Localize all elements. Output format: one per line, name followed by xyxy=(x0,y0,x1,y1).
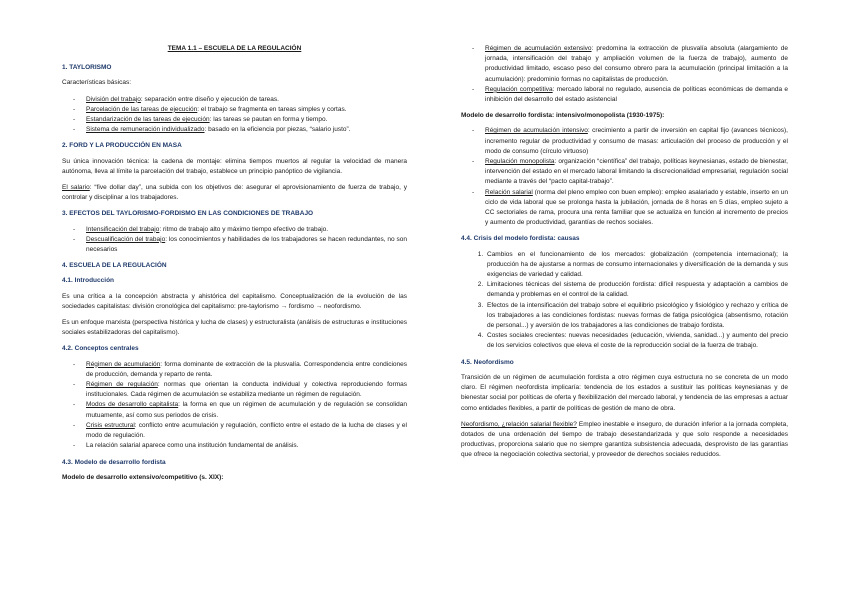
item-term: Estandarización de las tareas de ejecución xyxy=(86,116,210,124)
list-item xyxy=(485,126,788,157)
item-text: : la forma en que un régimen de acumulación y de regulación se consolidan mutuamente, así como sus periodos de crisis. xyxy=(86,401,407,419)
list-item xyxy=(86,380,407,400)
item-text: : organización “científica” del trabajo, políticas keynesianas, estado de bienestar, intervención del estado en el mercado laboral limitando la discrecionalidad empresarial, regulación social mediante a través del “pacto capital-trabajo”. xyxy=(485,158,788,186)
item-term: Parcelación de las tareas de ejecución xyxy=(86,105,198,113)
neofordismo-term: Neofordismo, ¿relación salarial flexible? xyxy=(461,420,577,428)
item-term: Crisis estructural xyxy=(86,421,135,429)
taylorismo-list xyxy=(62,95,407,136)
efectos-list xyxy=(62,225,407,256)
item-text: : normas que orientan la conducta individual y colectiva reproduciendo formas institucionales. Cada régimen de acumulación se estabiliza mediante un régimen de regulación. xyxy=(86,381,407,399)
item-term: Intensificación del trabajo xyxy=(86,225,160,233)
list-item: 2. Limitaciones técnicas del sistema de producción fordista: difícil respuesta y adaptación a cambios de demanda y problemas en el control de la calidad. xyxy=(485,280,788,300)
heading-taylorismo: 1. TAYLORISMO xyxy=(62,64,112,72)
subheading-neofordismo: 4.5. Neofordismo xyxy=(461,358,514,366)
item-term: Régimen de regulación xyxy=(86,381,158,389)
list-item xyxy=(86,441,407,451)
heading-modelo-intensivo: Modelo de desarrollo fordista: intensivo/monopolista (1930-1975): xyxy=(461,112,665,120)
item-text: : las tareas se pautan en forma y tiempo. xyxy=(209,116,328,124)
list-item xyxy=(86,95,407,105)
heading-efectos: 3. EFECTOS DEL TAYLORISMO-FORDISMO EN LAS CONDICIONES DE TRABAJO xyxy=(62,210,314,218)
item-text: (norma del pleno empleo con buen empleo): empleo asalariado y estable, inserto en un ciclo de vida laboral que se prolonga hasta la jubilación, jornada de 8 horas en 5 días, empleo sujeto a CC sectoriales de rama, procura una renta familiar que se actualiza en función al incremento de precios y aumento de productividad, garantías de rechos sociales. xyxy=(485,188,788,227)
item-term: Régimen de acumulación xyxy=(86,360,161,368)
list-item xyxy=(86,421,407,441)
list-item: 1. Cambios en el funcionamiento de los mercados: globalización (competencia internacional); la producción ha de ajustarse a normas de consumo internacionales y diversificación de la demanda y sus exigencias de variedad y calidad. xyxy=(485,250,788,281)
item-term: Relación salarial xyxy=(485,188,533,196)
document-title: TEMA 1.1 – ESCUELA DE LA REGULACIÓN xyxy=(167,45,302,52)
list-item xyxy=(86,125,407,135)
item-term: Regulación monopolista xyxy=(485,158,555,166)
intensivo-list xyxy=(461,126,788,228)
list-item xyxy=(485,85,788,105)
right-column xyxy=(461,44,788,467)
intro-paragraph-2: Es un enfoque marxista (perspectiva histórica y lucha de clases) y estructuralista (análisis de estructuras e instituciones sociales estabilizadoras del capitalismo). xyxy=(62,319,407,337)
item-text: La relación salarial aparece como una institución fundamental de análisis. xyxy=(86,442,299,450)
item-text: : mercado laboral no regulado, ausencia de políticas económicas de demanda e inhibición del desarrollo del estado asistencial xyxy=(485,85,788,104)
list-item: 3. Efectos de la intensificación del trabajo sobre el equilibrio psicológico y fisiológico y rechazo y crítica de los trabajadores a las condiciones fordistas: nuevas formas de fatiga psicológica (absentismo, rotación de personal...) y aversión de los trabajadores a las condiciones de trabajo fordista. xyxy=(485,301,788,332)
extensivo-list xyxy=(461,44,788,105)
item-term: Régimen de acumulación intensivo xyxy=(485,127,588,135)
list-item xyxy=(86,105,407,115)
subheading-modelo-fordista: 4.3. Modelo de desarrollo fordista xyxy=(62,458,166,466)
crisis-list xyxy=(461,250,788,352)
list-item xyxy=(86,360,407,380)
item-term: Sistema de remuneración individualizado xyxy=(86,126,205,134)
item-text: : los conocimientos y habilidades de los trabajadores se hacen redundantes, no son necesarios xyxy=(86,235,407,254)
subheading-conceptos: 4.2. Conceptos centrales xyxy=(62,345,139,353)
heading-ford: 2. FORD Y LA PRODUCCIÓN EN MASA xyxy=(62,142,182,150)
item-text: : crecimiento a partir de inversión en capital fijo (avances técnicos), incremento regular de productividad y consumo de masas: articulación del proceso de producción y el modo de consumo (círculo virtuoso) xyxy=(485,127,788,155)
subheading-modelo-extensivo: Modelo de desarrollo extensivo/competitivo (s. XIX): xyxy=(62,473,224,481)
item-term: Regulación competitiva xyxy=(485,85,553,93)
item-text: : separación entre diseño y ejecución de tareas. xyxy=(140,95,279,103)
list-item: 4. Costes sociales crecientes: nuevas necesidades (educación, vivienda, sanidad...) y aumento del precio de los servicios colectivos que eleva el coste de la reproducción social de la fuerza de trabajo. xyxy=(485,331,788,351)
intro-paragraph-1: Es una crítica a la concepción abstracta y ahistórica del capitalismo. Conceptualización de la evolución de las sociedades capitalistas: división cronológica del capitalismo: pre-taylorismo → fordismo → neofordismo. xyxy=(62,292,407,310)
item-text: : predomina la extracción de plusvalía absoluta (alargamiento de jornada, intensificación del trabajo y ampliación volumen de la fuerza de trabajo), aumento de productividad limitado, escaso peso del consumo obrero para la acumulación (principal limitación a la acumulación): predominio formas no capitalistas de producción. xyxy=(485,45,788,83)
subheading-introduccion: 4.1. Introducción xyxy=(62,277,115,285)
item-term: Régimen de acumulación extensivo xyxy=(485,45,592,52)
taylorismo-intro: Características básicas: xyxy=(62,79,131,87)
item-text: : el trabajo se fragmenta en tareas simples y cortas. xyxy=(197,105,347,113)
heading-regulacion: 4. ESCUELA DE LA REGULACIÓN xyxy=(62,262,167,270)
salary-term: El salario xyxy=(62,184,90,192)
list-item xyxy=(86,400,407,420)
neofordismo-text: Empleo inestable e inseguro, de duración inferior a la jornada completa, dotados de una ordenación del tiempo de trabajo desestandarizada y que solo responde a necesidades productivas, proporciona salario que no siempre garantiza subsistencia adecuada, desprovisto de las garantías que ofrece la negociación colectiva sectorial, y proveedor de derechos sociales reducidos. xyxy=(461,420,788,459)
item-text: : forma dominante de extracción de la plusvalía. Correspondencia entre condiciones de producción, demanda y reparto de renta. xyxy=(86,360,407,378)
salary-text: : “five dollar day”, una subida con los objetivos de: asegurar el aprovisionamiento de fuerza de trabajo, y controlar y disciplinar a los trabajadores. xyxy=(62,184,407,202)
neofordismo-paragraph: Transición de un régimen de acumulación fordista a otro régimen cuya estructura no se concreta de un modo claro. El régimen neofordista implicaría: tendencia de los estados a sustituir las políticas keynesianas y de bienestar social por políticas de oferta y flexibilización del mercado laboral, y tendencia de las empresas a actuar como entidades flexibles, a partir de políticas de gestión de mano de obra. xyxy=(461,373,788,412)
list-item xyxy=(485,188,788,229)
item-text: : conflicto entre acumulación y regulación, conflicto entre el estado de la lucha de clases y el modo de regulación. xyxy=(86,421,407,440)
list-item xyxy=(86,235,407,255)
list-item xyxy=(485,44,788,85)
left-column xyxy=(62,44,407,488)
item-term: División del trabajo xyxy=(86,95,141,103)
item-term: Modos de desarrollo capitalista xyxy=(86,401,179,409)
subheading-crisis: 4.4. Crisis del modelo fordista: causas xyxy=(461,235,580,243)
conceptos-list xyxy=(62,360,407,452)
salary-paragraph xyxy=(62,183,407,203)
neofordismo-salarial-paragraph xyxy=(461,420,788,461)
list-item xyxy=(485,157,788,188)
item-text: : basado en la eficiencia por piezas, “salario justo”. xyxy=(204,126,351,134)
list-item xyxy=(86,115,407,125)
ford-paragraph: Su única innovación técnica: la cadena de montaje: elimina tiempos muertos al regular la velocidad de manera autónoma, lleva al límite la parcelación del trabajo, establece un principio panóptico de vigilancia. xyxy=(62,157,407,175)
item-term: Descualificación del trabajo xyxy=(86,235,166,243)
list-item xyxy=(86,225,407,235)
item-text: : ritmo de trabajo alto y máximo tiempo efectivo de trabajo. xyxy=(159,225,329,233)
